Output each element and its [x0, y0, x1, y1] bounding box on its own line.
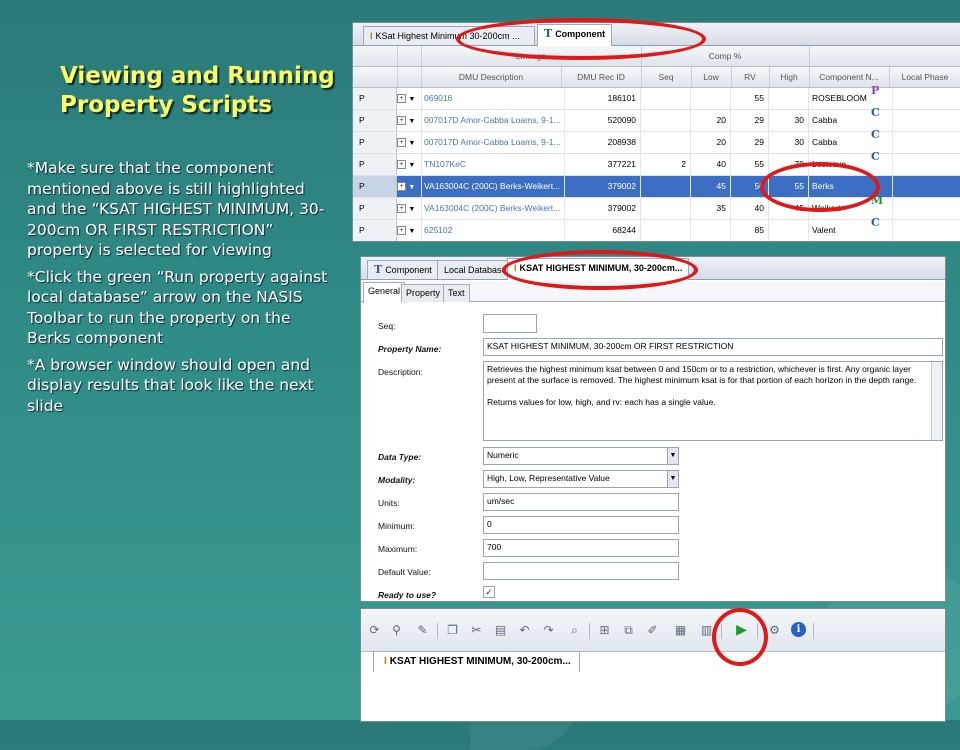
nasis-toolbar [361, 609, 945, 652]
rv-cell[interactable]: 40 [731, 198, 769, 219]
run-property-icon[interactable]: ▶ [736, 621, 747, 637]
row-expander[interactable] [397, 110, 422, 131]
refresh-icon[interactable]: ⟳ [369, 623, 380, 637]
redo-icon[interactable]: ↷ [543, 623, 554, 637]
component-kind-icon: C [871, 106, 880, 119]
dmu-rec-id-cell[interactable]: 379002 [561, 198, 641, 219]
row-expander[interactable] [397, 176, 422, 197]
dmu-description-cell[interactable]: VA163004C (200C) Berks-Weikert... [421, 198, 565, 219]
col-rv[interactable]: RV [731, 67, 770, 87]
high-cell[interactable]: 30 [769, 110, 809, 131]
component-name-cell[interactable]: Lostcove [809, 154, 893, 175]
toolbar-divider [813, 623, 814, 639]
local-phase-cell[interactable] [889, 132, 960, 153]
table-row[interactable] [353, 194, 960, 220]
modality-value: High, Low, Representative Value [487, 473, 610, 483]
component-name-cell[interactable]: Cabba [809, 110, 893, 131]
tab-ksat-property[interactable] [373, 651, 580, 672]
rv-cell[interactable]: 55 [731, 88, 769, 109]
subtab-general[interactable]: General [363, 282, 405, 303]
tab-local-database[interactable] [437, 260, 514, 279]
dmu-rec-id-cell[interactable]: 379002 [561, 176, 641, 197]
table-row[interactable] [353, 176, 960, 198]
low-cell[interactable] [691, 220, 731, 241]
dmu-rec-id-cell[interactable]: 186101 [561, 88, 641, 109]
dropdown-arrow-icon[interactable]: ▼ [408, 228, 416, 235]
component-name-cell[interactable]: ROSEBLOOM [809, 88, 893, 109]
high-cell[interactable]: 70 [769, 154, 809, 175]
table-row[interactable] [353, 84, 960, 110]
seq-cell[interactable] [641, 88, 691, 109]
dmu-description-cell[interactable]: 007017D Amor-Cabba Loams, 9-1... [421, 132, 565, 153]
seq-cell[interactable] [641, 220, 691, 241]
report-icon[interactable]: ▦ [674, 623, 687, 637]
table-row[interactable] [353, 150, 960, 176]
col-dmu-description[interactable]: DMU Description [421, 67, 562, 87]
toolbar-divider [721, 623, 722, 639]
bullet-1: *Make sure that the component mentioned above is still highlighted and the “KSAT HIGHEST MINIMUM, 30-200cm OR FIRST RESTRICTION” property is selected for viewing [27, 159, 325, 259]
high-cell[interactable]: 30 [769, 132, 809, 153]
local-phase-cell[interactable] [889, 154, 960, 175]
modality-label: Modality: [378, 475, 416, 485]
slide-bullets [27, 158, 332, 422]
dmu-description-cell[interactable]: TN107KeC [421, 154, 565, 175]
expand-icon[interactable]: + [397, 116, 406, 125]
ready-to-use-label: Ready to use? [378, 590, 437, 600]
dropdown-arrow-icon[interactable]: ▼ [408, 96, 416, 103]
seq-cell[interactable] [641, 198, 691, 219]
tab-label: Local Database [444, 265, 507, 275]
component-kind-icon: C [871, 150, 880, 163]
table-row[interactable] [353, 128, 960, 154]
local-phase-cell[interactable] [889, 198, 960, 219]
component-name-cell[interactable]: Valent [809, 220, 893, 241]
low-cell[interactable]: 35 [691, 198, 731, 219]
expand-icon[interactable]: + [397, 160, 406, 169]
property-icon: I [384, 656, 387, 667]
col-high[interactable]: High [769, 67, 810, 87]
tab-label: KSAT HIGHEST MINIMUM, 30-200cm... [519, 263, 683, 273]
high-cell[interactable] [769, 88, 809, 109]
property-detail-panel [360, 256, 946, 602]
local-phase-cell[interactable] [889, 88, 960, 109]
property-tabbar [361, 257, 945, 280]
data-type-select[interactable] [483, 447, 679, 465]
row-header[interactable]: P [353, 110, 397, 131]
corner-cell [353, 46, 398, 66]
row-header[interactable]: P [353, 132, 397, 153]
local-phase-cell[interactable] [889, 110, 960, 131]
description-field[interactable] [483, 361, 943, 441]
copy-icon[interactable]: ❐ [447, 623, 458, 637]
clear-query-icon[interactable]: ✎ [417, 623, 428, 637]
local-phase-cell[interactable] [889, 220, 960, 241]
add-record-icon[interactable]: ⊞ [599, 623, 610, 637]
query-icon[interactable]: ⚲ [392, 623, 401, 637]
dropdown-arrow-icon[interactable]: ▼ [408, 206, 416, 213]
toolbar-divider [437, 623, 438, 639]
property-icon: I [514, 263, 517, 273]
seq-field[interactable] [483, 314, 537, 333]
corner-cell [353, 67, 398, 87]
rv-cell[interactable]: 50 [731, 176, 769, 197]
data-type-value: Numeric [487, 450, 519, 460]
minimum-field[interactable]: 0 [483, 516, 679, 534]
group-header-row [353, 46, 960, 67]
dropdown-arrow-icon[interactable]: ▼ [408, 162, 416, 169]
tab-component[interactable] [367, 260, 439, 279]
col-dmu-rec-id[interactable]: DMU Rec ID [561, 67, 642, 87]
dmu-description-cell[interactable]: 069016 [421, 88, 565, 109]
undo-icon[interactable]: ↶ [519, 623, 530, 637]
row-expander[interactable] [397, 154, 422, 175]
header-spacer [809, 46, 960, 66]
data-type-label: Data Type: [378, 452, 422, 462]
header-spacer [397, 46, 422, 66]
dmu-description-cell[interactable]: VA163004C (200C) Berks-Weikert... [421, 176, 565, 197]
expand-icon[interactable]: + [397, 138, 406, 147]
rv-cell[interactable]: 29 [731, 110, 769, 131]
paste-icon[interactable]: ▤ [494, 623, 507, 637]
toolbar-divider [589, 623, 590, 639]
bullet-3: *A browser window should open and display results that look like the next slide [27, 355, 314, 415]
dmu-rec-id-cell[interactable]: 377221 [561, 154, 641, 175]
ready-to-use-checkbox[interactable]: ✓ [483, 586, 495, 598]
row-header[interactable]: P [353, 220, 397, 241]
tab-label: Component [555, 29, 606, 39]
col-component-name[interactable]: Component N... [809, 67, 890, 87]
table-row[interactable] [353, 216, 960, 242]
table-icon: T [544, 27, 553, 40]
dropdown-arrow-icon[interactable]: ▼ [408, 184, 416, 191]
low-cell[interactable]: 20 [691, 132, 731, 153]
component-kind-icon: P [871, 84, 880, 97]
component-kind-icon: C [871, 216, 880, 229]
modality-select[interactable] [483, 470, 679, 488]
settings-icon[interactable]: ⚙ [769, 623, 780, 637]
units-label: Units: [378, 498, 400, 508]
col-local-phase[interactable]: Local Phase [889, 67, 960, 87]
low-cell[interactable]: 20 [691, 110, 731, 131]
property-name-field[interactable]: KSAT HIGHEST MINIMUM, 30-200cm OR FIRST RESTRICTION [483, 338, 943, 356]
description-scrollbar[interactable] [931, 362, 942, 440]
tab-component[interactable] [537, 24, 612, 46]
bullet-2: *Click the green “Run property against local database” arrow on the NASIS Toolbar to run the property on the Berks component [27, 267, 328, 347]
find-icon[interactable]: ⌕ [571, 623, 578, 637]
maximum-label: Maximum: [378, 544, 418, 554]
low-cell[interactable]: 40 [691, 154, 731, 175]
component-name-cell[interactable]: Berks [809, 176, 893, 197]
link-icon[interactable]: ⧉ [624, 623, 633, 637]
local-phase-cell[interactable] [889, 176, 960, 197]
header-spacer [397, 67, 422, 87]
property-name-label: Property Name: [378, 344, 442, 354]
seq-cell[interactable] [641, 176, 691, 197]
chevron-down-icon[interactable]: ▼ [667, 471, 678, 487]
subtab-text[interactable]: Text [443, 284, 470, 302]
row-header[interactable]: P [353, 154, 397, 175]
default-value-label: Default Value: [378, 567, 431, 577]
col-low[interactable]: Low [691, 67, 732, 87]
col-seq[interactable]: Seq [641, 67, 692, 87]
maximum-field[interactable]: 700 [483, 539, 679, 557]
low-cell[interactable] [691, 88, 731, 109]
edit-icon[interactable]: ✐ [647, 623, 658, 637]
dropdown-arrow-icon[interactable]: ▼ [408, 118, 416, 125]
description-text: Returns values for low, high, and rv: each has a single value. [487, 397, 716, 407]
rv-cell[interactable]: 55 [731, 154, 769, 175]
high-cell[interactable]: 55 [769, 176, 809, 197]
expand-icon[interactable]: + [397, 94, 406, 103]
grid-tabbar [353, 23, 960, 46]
high-cell[interactable]: 45 [769, 198, 809, 219]
component-kind-icon: M [871, 194, 884, 207]
column-header-row [353, 67, 960, 88]
units-field[interactable]: um/sec [483, 493, 679, 511]
property-subtabs [361, 281, 945, 302]
tab-label: KSat Highest Minimum 30-200cm ... [375, 31, 520, 41]
component-grid-panel [352, 22, 960, 242]
expand-icon[interactable]: + [397, 182, 406, 191]
expand-icon[interactable]: + [397, 226, 406, 235]
description-text: Retrieves the highest minimum ksat between 0 and 150cm or to a restriction, whichever is first. Any organic layer present at the surface is removed. The highest minimum ksat is for that portion of each horizon in the depth range. [487, 364, 917, 385]
default-value-field[interactable] [483, 562, 679, 580]
rv-cell[interactable]: 29 [731, 132, 769, 153]
seq-label: Seq: [378, 321, 396, 331]
row-header[interactable]: P [353, 198, 397, 219]
print-icon[interactable]: ▥ [700, 623, 713, 637]
dmu-description-cell[interactable]: 625102 [421, 220, 565, 241]
lineage-group-header: Lineage [421, 46, 642, 66]
tab-ksat-report[interactable] [363, 26, 535, 45]
dmu-rec-id-cell[interactable]: 68244 [561, 220, 641, 241]
rv-cell[interactable]: 85 [731, 220, 769, 241]
dmu-description-cell[interactable]: 007017D Amor-Cabba Loams, 9-1... [421, 110, 565, 131]
row-expander[interactable] [397, 198, 422, 219]
dmu-rec-id-cell[interactable]: 208938 [561, 132, 641, 153]
component-name-cell[interactable]: Cabba [809, 132, 893, 153]
info-icon[interactable]: i [791, 622, 806, 637]
low-cell[interactable]: 45 [691, 176, 731, 197]
minimum-label: Minimum: [378, 521, 415, 531]
cut-icon[interactable]: ✂ [471, 623, 482, 637]
chevron-down-icon[interactable]: ▼ [667, 448, 678, 464]
table-icon: T [374, 263, 383, 276]
expand-icon[interactable]: + [397, 204, 406, 213]
row-header[interactable]: P [353, 176, 397, 197]
comp-pct-group-header: Comp % [641, 46, 810, 66]
row-expander[interactable] [397, 132, 422, 153]
seq-cell[interactable] [641, 110, 691, 131]
nasis-toolbar-panel [360, 608, 946, 722]
subtab-property[interactable]: Property [401, 284, 445, 302]
component-name-cell[interactable]: Weikert [809, 198, 893, 219]
row-expander[interactable] [397, 88, 422, 109]
slide-title: Viewing and Running Property Scripts [60, 63, 335, 118]
property-icon: I [370, 31, 373, 41]
description-label: Description: [378, 367, 423, 377]
tab-label: Component [385, 265, 432, 275]
row-header[interactable]: P [353, 88, 397, 109]
dropdown-arrow-icon[interactable]: ▼ [408, 140, 416, 147]
tab-label: KSAT HIGHEST MINIMUM, 30-200cm... [389, 656, 571, 667]
seq-cell[interactable]: 2 [641, 154, 691, 175]
toolbar-divider [757, 623, 758, 639]
row-expander[interactable] [397, 220, 422, 241]
table-row[interactable] [353, 106, 960, 132]
seq-cell[interactable] [641, 132, 691, 153]
component-kind-icon: C [871, 128, 880, 141]
dmu-rec-id-cell[interactable]: 520090 [561, 110, 641, 131]
tab-ksat-property[interactable] [507, 258, 689, 280]
high-cell[interactable] [769, 220, 809, 241]
